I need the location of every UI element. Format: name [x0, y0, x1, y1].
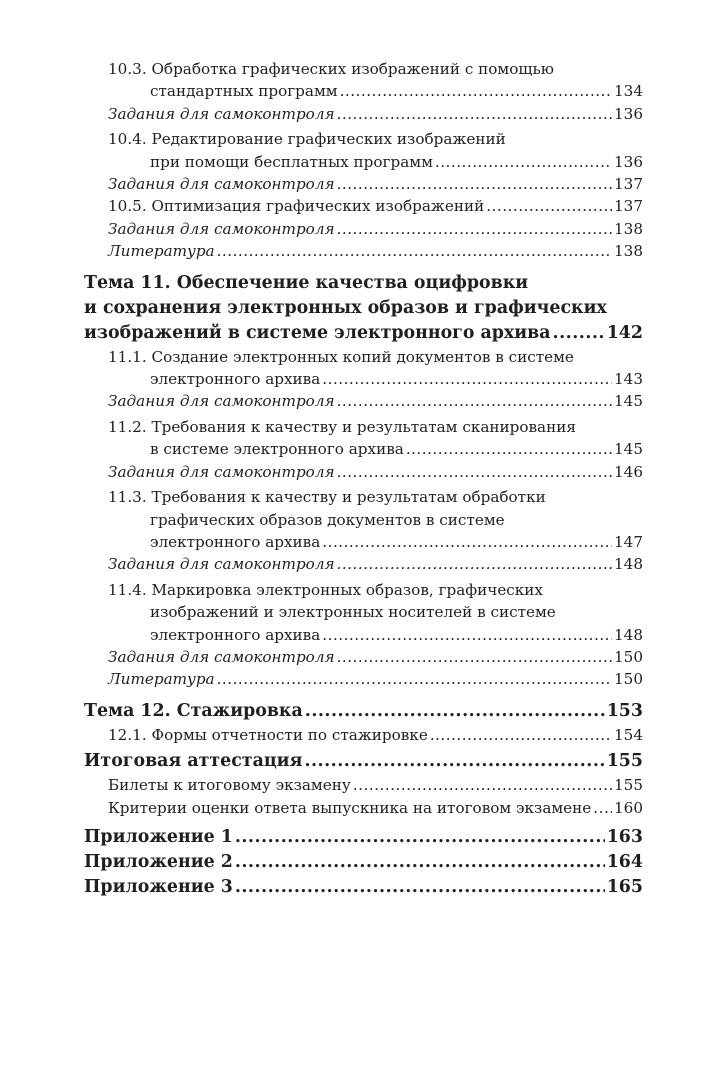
- toc-entry-tasks: [84, 173, 643, 195]
- dot-leader: [337, 390, 612, 412]
- page-number: 145: [614, 440, 643, 459]
- page-number: 137: [614, 197, 643, 216]
- toc-entry-10-4-line1: [84, 128, 643, 150]
- toc-entry-11-3: [84, 531, 643, 553]
- dot-leader: [337, 646, 612, 668]
- toc-entry-text: электронного архива: [150, 532, 321, 551]
- dot-leader: [337, 173, 612, 195]
- toc-entry-text: Задания для самоконтроля: [108, 104, 335, 123]
- toc-entry-11-3-line1: [84, 486, 643, 508]
- page-number: 154: [614, 725, 643, 744]
- page-number: 145: [614, 392, 643, 411]
- toc-entry-text: Задания для самоконтроля: [108, 219, 335, 238]
- page-number: 134: [614, 82, 643, 101]
- toc-entry-11-4: [84, 624, 643, 646]
- page-number: 136: [614, 152, 643, 171]
- toc-entry-11-1: [84, 368, 643, 390]
- page-number: 150: [614, 647, 643, 666]
- toc-topic-11-line1: [84, 271, 643, 296]
- toc-topic-12: [84, 699, 643, 724]
- toc-entry-tasks: [84, 553, 643, 575]
- dot-leader: [430, 724, 612, 746]
- page-number: 143: [614, 370, 643, 389]
- dot-leader: [322, 624, 612, 646]
- toc-topic-text: Тема 12. Стажировка: [84, 700, 303, 721]
- toc-entry-text: изображений и электронных носителей в системе: [150, 603, 556, 622]
- toc-entry-text: стандартных программ: [150, 82, 338, 101]
- toc-topic-text: Итоговая аттестация: [84, 751, 303, 772]
- page-number: 150: [614, 670, 643, 689]
- dot-leader: [235, 825, 605, 850]
- page-number: 137: [614, 175, 643, 194]
- dot-leader: [435, 151, 612, 173]
- toc-entry-10-3: [84, 80, 643, 102]
- dot-leader: [593, 797, 612, 819]
- toc-entry-text: 11.1. Создание электронных копий документов в системе: [108, 347, 574, 366]
- dot-leader: [304, 749, 604, 774]
- toc-entry-text: в системе электронного архива: [150, 440, 404, 459]
- dot-leader: [322, 368, 612, 390]
- toc-entry-text: графических образов документов в системе: [150, 510, 505, 529]
- toc-entry-literature: [84, 240, 643, 262]
- toc-entry-11-1-line1: [84, 346, 643, 368]
- page-number: 163: [606, 826, 643, 847]
- toc-entry-tasks: [84, 103, 643, 125]
- page-number: 146: [614, 462, 643, 481]
- toc-entry-10-5: [84, 195, 643, 217]
- toc-topic-text: и сохранения электронных образов и графических: [84, 297, 607, 318]
- page-number: 165: [606, 876, 643, 897]
- toc-entry-text: Задания для самоконтроля: [108, 392, 335, 411]
- toc-entry-11-4-line2: [84, 601, 643, 623]
- toc-topic-11: [84, 321, 643, 346]
- toc-entry-10-4: [84, 151, 643, 173]
- toc-entry-text: Задания для самоконтроля: [108, 175, 335, 194]
- page-number: 138: [614, 219, 643, 238]
- dot-leader: [406, 438, 612, 460]
- dot-leader: [322, 531, 612, 553]
- dot-leader: [217, 668, 612, 690]
- page-number: 142: [606, 322, 643, 343]
- toc-entry-text: 11.2. Требования к качеству и результатам сканирования: [108, 417, 576, 436]
- dot-leader: [217, 240, 612, 262]
- toc-appendix-2: [84, 850, 643, 875]
- dot-leader: [337, 218, 612, 240]
- toc-entry-11-3-line2: [84, 509, 643, 531]
- dot-leader: [337, 103, 612, 125]
- toc-topic-text: изображений в системе электронного архива: [84, 322, 551, 343]
- page-number: 153: [606, 700, 643, 721]
- toc-entry-tasks: [84, 461, 643, 483]
- toc-topic-text: Тема 11. Обеспечение качества оцифровки: [84, 272, 529, 293]
- page-number: 138: [614, 242, 643, 261]
- toc-entry-text: 12.1. Формы отчетности по стажировке: [108, 725, 428, 744]
- toc-entry-11-2-line1: [84, 416, 643, 438]
- toc-final-attestation: [84, 749, 643, 774]
- toc-appendix-1: [84, 825, 643, 850]
- dot-leader: [305, 699, 605, 724]
- toc-entry-text: 10.4. Редактирование графических изображений: [108, 130, 506, 149]
- table-of-contents: [84, 58, 643, 900]
- page-number: 155: [606, 751, 643, 772]
- page-number: 160: [614, 798, 643, 817]
- toc-entry-12-1: [84, 724, 643, 746]
- page-number: 164: [606, 851, 643, 872]
- toc-topic-text: Приложение 2: [84, 851, 233, 872]
- toc-entry-text: 11.4. Маркировка электронных образов, графических: [108, 580, 543, 599]
- toc-entry-text: 11.3. Требования к качеству и результатам обработки: [108, 488, 546, 507]
- page-number: 147: [614, 532, 643, 551]
- dot-leader: [553, 321, 605, 346]
- toc-entry-tasks: [84, 390, 643, 412]
- toc-entry-10-3-line1: [84, 58, 643, 80]
- toc-entry-text: Задания для самоконтроля: [108, 647, 335, 666]
- toc-entry-11-4-line1: [84, 579, 643, 601]
- toc-entry-text: электронного архива: [150, 370, 321, 389]
- toc-entry-text: электронного архива: [150, 625, 321, 644]
- dot-leader: [235, 875, 605, 900]
- toc-entry-tasks: [84, 646, 643, 668]
- toc-entry-text: Билеты к итоговому экзамену: [108, 776, 351, 795]
- dot-leader: [340, 80, 612, 102]
- dot-leader: [337, 553, 612, 575]
- toc-entry-text: 10.5. Оптимизация графических изображений: [108, 197, 485, 216]
- toc-entry-text: при помощи бесплатных программ: [150, 152, 433, 171]
- toc-entry-text: 10.3. Обработка графических изображений с помощью: [108, 60, 554, 78]
- page-number: 148: [614, 625, 643, 644]
- toc-topic-11-line2: [84, 296, 643, 321]
- toc-entry-text: Задания для самоконтроля: [108, 462, 335, 481]
- toc-entry-text: Литература: [108, 670, 215, 689]
- toc-entry-text: Критерии оценки ответа выпускника на итоговом экзамене: [108, 798, 592, 817]
- toc-entry-tasks: [84, 218, 643, 240]
- toc-entry-tickets: [84, 774, 643, 796]
- toc-topic-text: Приложение 1: [84, 826, 233, 847]
- toc-entry-text: Литература: [108, 242, 215, 261]
- toc-entry-11-2: [84, 438, 643, 460]
- page-number: 155: [614, 776, 643, 795]
- dot-leader: [235, 850, 605, 875]
- toc-topic-text: Приложение 3: [84, 876, 233, 897]
- toc-appendix-3: [84, 875, 643, 900]
- dot-leader: [353, 774, 612, 796]
- toc-entry-criteria: [84, 797, 643, 819]
- page-number: 148: [614, 555, 643, 574]
- toc-entry-text: Задания для самоконтроля: [108, 555, 335, 574]
- dot-leader: [486, 195, 612, 217]
- page-number: 136: [614, 104, 643, 123]
- dot-leader: [337, 461, 612, 483]
- toc-entry-literature: [84, 668, 643, 690]
